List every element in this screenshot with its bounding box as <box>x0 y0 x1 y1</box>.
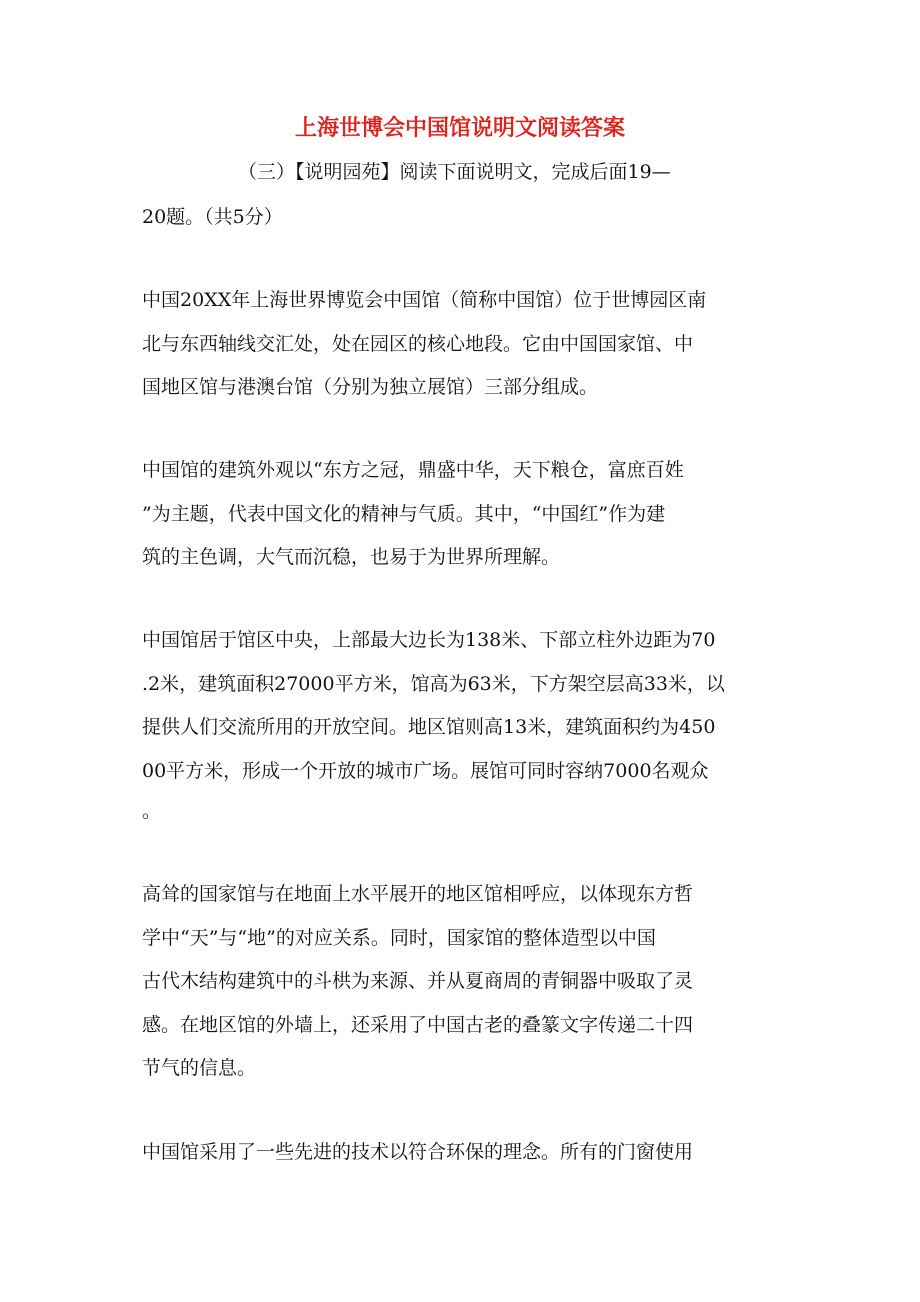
paragraph-line: 。 <box>142 800 162 822</box>
document-title: 上海世博会中国馆说明文阅读答案 <box>294 115 625 141</box>
paragraph-line: .2米，建筑面积27000平方米，馆高为63米，下方架空层高33米，以 <box>142 673 725 695</box>
paragraph-line: 高耸的国家馆与在地面上水平展开的地区馆相呼应，以体现东方哲 <box>142 883 694 905</box>
intro-line: 20题。（共5分） <box>142 206 283 228</box>
paragraph-line: 节气的信息。 <box>142 1057 257 1079</box>
paragraph-line: 学中“天”与“地”的对应关系。同时，国家馆的整体造型以中国 <box>142 927 656 949</box>
paragraph-line: 北与东西轴线交汇处，处在园区的核心地段。它由中国国家馆、中 <box>142 333 694 355</box>
intro-line: （三）【说明园苑】阅读下面说明文，完成后面19— <box>238 161 671 183</box>
paragraph-line: ”为主题，代表中国文化的精神与气质。其中，“中国红”作为建 <box>142 503 666 525</box>
paragraph-line: 古代木结构建筑中的斗栱为来源、并从夏商周的青铜器中吸取了灵 <box>142 970 694 992</box>
paragraph-line: 提供人们交流所用的开放空间。地区馆则高13米，建筑面积约为450 <box>142 716 716 738</box>
paragraph-line: 筑的主色调，大气而沉稳，也易于为世界所理解。 <box>142 546 561 568</box>
paragraph-line: 00平方米，形成一个开放的城市广场。展馆可同时容纳7000名观众 <box>142 760 709 782</box>
paragraph-line: 中国馆采用了一些先进的技术以符合环保的理念。所有的门窗使用 <box>142 1141 694 1163</box>
paragraph-line: 中国馆的建筑外观以“东方之冠，鼎盛中华，天下粮仓，富庶百姓 <box>142 459 684 481</box>
paragraph-line: 中国馆居于馆区中央，上部最大边长为138米、下部立柱外边距为70 <box>142 629 716 651</box>
paragraph-line: 国地区馆与港澳台馆（分别为独立展馆）三部分组成。 <box>142 376 599 398</box>
paragraph-line: 感。在地区馆的外墙上，还采用了中国古老的叠篆文字传递二十四 <box>142 1014 694 1036</box>
paragraph-line: 中国20XX年上海世界博览会中国馆（简称中国馆）位于世博园区南 <box>142 289 707 311</box>
